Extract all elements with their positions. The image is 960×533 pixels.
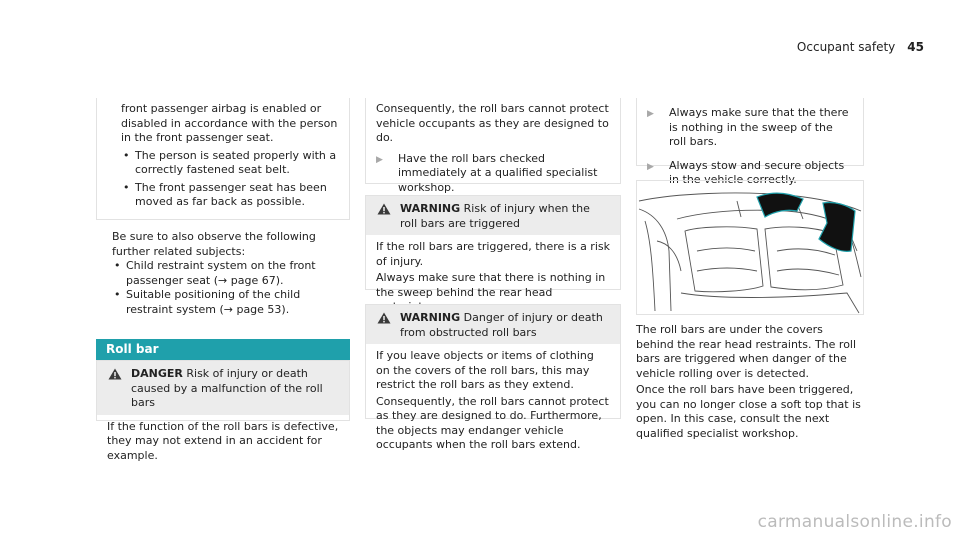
roll-bar-description	[636, 323, 864, 441]
warning-body	[366, 344, 620, 460]
related-link[interactable]: • Suitable positioning of the child restraint system (→ page 53).	[112, 288, 350, 317]
section-title: Occupant safety	[796, 40, 896, 54]
warning-triangle-icon	[377, 203, 391, 215]
warning-text: Always make sure that there is nothing in the sweep behind the rear head	[376, 271, 606, 299]
paragraph: Once the roll bars have been triggered, you can no longer close a soft top that is open. In this case, consult the next qualified specialist workshop.	[636, 383, 861, 440]
continued-box	[96, 98, 350, 220]
warning-title: Risk of injury when the roll bars are triggered	[400, 202, 590, 230]
warning-text: If you leave objects or items of clothing on the covers of the roll bars, this may restrict the roll bars as they extend.	[376, 349, 594, 391]
box-bullet: • The person is seated properly with a correctly fastened seat belt.	[121, 149, 339, 178]
action-step: ▶ Have the roll bars checked immediately at a qualified specialist workshop.	[376, 152, 610, 196]
warning-label: WARNING	[400, 202, 461, 215]
warning-box-2	[365, 304, 621, 451]
box-bullet: • The front passenger seat has been moved as far back as possible.	[121, 181, 339, 210]
warning-text: If the roll bars are triggered, there is a risk of injury.	[376, 240, 610, 268]
continued-box-2	[365, 98, 621, 194]
warning-triangle-icon	[108, 368, 122, 380]
section-heading: Roll bar	[96, 339, 350, 360]
page-header	[797, 40, 924, 55]
danger-label: DANGER	[131, 367, 183, 380]
box-text: Consequently, the roll bars cannot protect vehicle occupants as they are designed to do.	[376, 102, 609, 144]
related-subjects	[112, 230, 350, 317]
watermark-text: carmanualsonline.info	[757, 512, 952, 532]
action-step: ▶ Always stow and secure objects in the vehicle correctly.	[647, 159, 853, 188]
box-lead-text: front passenger airbag is enabled or disabled in accordance with the person in the front passenger seat.	[121, 102, 338, 144]
page-number: 45	[907, 40, 924, 54]
danger-text: If the function of the roll bars is defective, they may not extend in an accident for example.	[107, 419, 339, 462]
action-step: ▶ Always make sure that the there is nothing in the sweep of the roll bars.	[647, 106, 853, 150]
rear-seat-illustration	[637, 181, 863, 314]
roll-bar-illustration	[636, 180, 864, 315]
danger-box	[96, 360, 350, 462]
danger-title: Risk of injury or death caused by a malfunction of the roll bars	[131, 367, 323, 409]
related-intro: Be sure to also observe the following further related subjects:	[112, 230, 316, 258]
warning-header	[366, 196, 620, 235]
watermark	[0, 512, 960, 532]
warning-header	[366, 305, 620, 344]
warning-box-1	[365, 195, 621, 299]
warning-triangle-icon	[377, 312, 391, 324]
warning-label: WARNING	[400, 311, 461, 324]
warning-title: Danger of injury or death from obstructed roll bars	[400, 311, 603, 339]
danger-header	[97, 361, 349, 415]
paragraph: The roll bars are under the covers behind the rear head restraints. The roll bars are triggered when danger of the vehicle rolling over is detected.	[636, 323, 857, 380]
related-link[interactable]: • Child restraint system on the front passenger seat (→ page 67).	[112, 259, 350, 288]
danger-body	[97, 415, 349, 471]
warning-text: Consequently, the roll bars cannot protect as they are designed to do. Furthermore, the objects may endanger vehicle occupants when the roll bars extend.	[376, 394, 609, 451]
steps-box	[636, 98, 864, 186]
